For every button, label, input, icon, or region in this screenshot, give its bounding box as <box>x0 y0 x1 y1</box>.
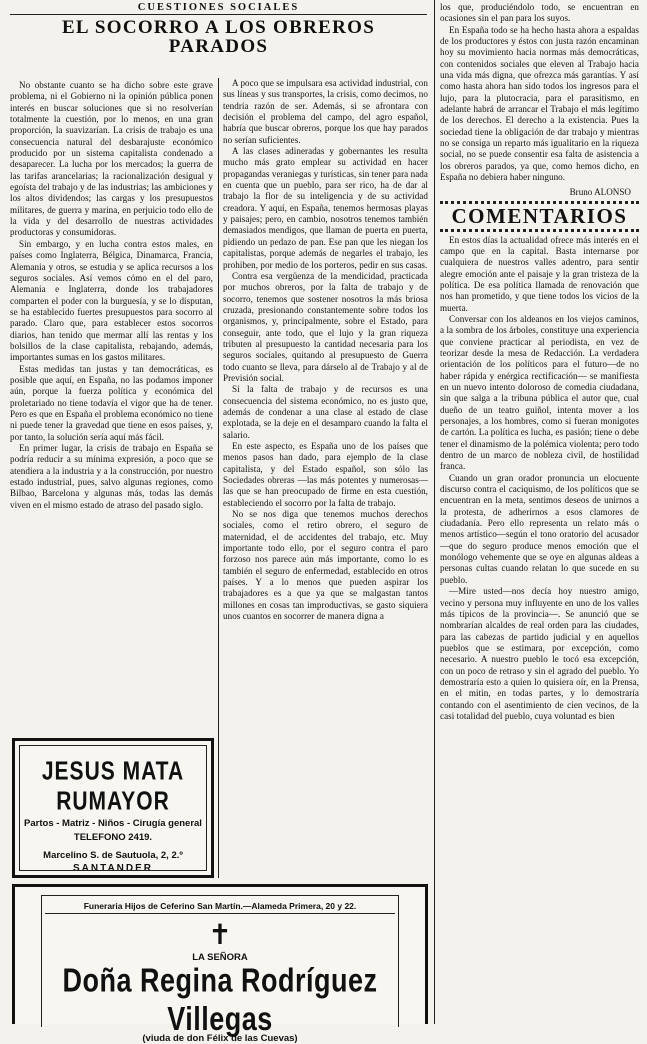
article-paragraph: En este aspecto, es España uno de los países que menos pasos han dado, para ejemplo de la clase capitalista, y del Estado español, son sólo las Sociedades obreras —las más potentes y numerosas— las que se han preocupado de firme en esta cuestión, estableciendo el socorro por la falta de trabajo. <box>223 441 428 508</box>
article-paragraph: Si la falta de trabajo y de recursos es una consecuencia del sistema económico, no es justo que, además de condenar a una clase al estado de clase explotada, se la deje en el desamparo cuando la falta el salario. <box>223 384 428 440</box>
article-paragraph: No se nos diga que tenemos muchos derechos sociales, como el retiro obrero, el seguro de maternidad, el de accidentes del trabajo, etc. Muy importante todo ello, por el seguro contra el paro forzoso nos parece aún más importante, como lo es también el seguro de enfermedad, establecido en otros países. Y a lo menos que pueden aspirar los trabajadores es a que ya que se malgastan tantos millones en cosas tan improductivas, se gasto siquiera unos cuantos en socorrer de manera digna a <box>223 509 428 622</box>
article-paragraph: Estas medidas tan justas y tan democráticas, es posible que aquí, en España, no las podamos imponer aún, porque la fuerza política y económica del proletariado no tiene todavía el vigor que ha de tener. Pero es que en España el problema económico no tiene ni puede tener la gravedad que tiene en esos países, y, por tanto, la solución sería aquí más fácil. <box>10 363 213 442</box>
funeral-notice <box>12 884 428 1044</box>
advertisement-doctor <box>12 738 214 878</box>
column-divider <box>218 78 219 878</box>
article-paragraph: A poco que se impulsara esa actividad industrial, con sus líneas y sus transportes, la crisis, como decimos, no tendría razón de ser. Además, si se afrontara con decisión el problema del campo, del agro español, habría que buscar obreros, porque los que hay parados no serían suficientes. <box>223 78 428 145</box>
article-paragraph: Conversar con los aldeanos en los viejos caminos, a la sombra de los árboles, constituye una experiencia que conviene practicar al periodista, en vez de teorizar desde la mesa de Redacción. La verdadera orientación de los políticos para el futuro—de no haber rápida y enérgica rectificación— se manifiesta en un nuevo intento doloroso de comedia ciudadana, sin que salga a la tribuna pública el autor que, cual dueño de un teatro guiñol, intenta mover a los personajes, a los hombres, como si fueran monigotes de cartón. La política es lucha, es pasión; tiene o debe tener el dinamismo de la polémica violenta; pero todo dentro de un marco de nobleza civil, de hostilidad franca. <box>440 313 639 472</box>
ad-city: SANTANDER <box>72 863 154 874</box>
column-1 <box>10 80 213 735</box>
article-paragraph: —Mire usted—nos decía hoy nuestro amigo, vecino y persona muy influyente en uno de los valles más típicos de la provincia—. Se anunció que se nombrarían alcaldes de real orden para las ciudades, para las cabezas de partido judicial y en aquellos pueblos que se estimara, por excepción, como necesario. A nuestro pueblo le tocó esa excepción, con un poco de retraso y sin el agrado del pueblo. Yo demostraría esto a quien lo quisiera oír, en la Prensa, en el mitin, en todas partes, y lo demostraría contando con el asentimiento de cien vecinos, de la casi totalidad del pueblo, cuya voluntad es bien <box>440 586 639 721</box>
deceased-subtitle: (viuda de don Félix de las Cuevas) <box>142 1033 298 1044</box>
deceased-name: Doña Regina Rodríguez Villegas <box>62 961 378 1038</box>
column-divider <box>434 0 435 1024</box>
column-2 <box>223 78 428 878</box>
article-paragraph: Contra esa vergüenza de la mendicidad, practicada por muchos obreros, por la falta de trabajo y de socorro, tenemos que sostener nosotros la más briosa cruzada, presionando constantemente sobre todos los organismos, y, principalmente, sobre el Estado, para conseguir, ante todo, que el lujo y la gran riqueza tributen al presupuesto la cantidad necesaria para los seguros sociales, quitando al presupuesto de Guerra todo cuanto se lleva, para dárselo al de Trabajo y al de Previsión social. <box>223 270 428 383</box>
headline: EL SOCORRO A LOS OBREROS PARADOS <box>61 17 376 57</box>
ad-address: Marcelino S. de Sautuola, 2, 2.º <box>43 850 183 861</box>
funeral-home-header: Funeraria Hijos de Ceferino San Martín.—Alameda Primera, 20 y 22. <box>45 897 395 914</box>
comentarios-title: COMENTARIOS <box>451 203 628 228</box>
ad-telephone: TELEFONO 2419. <box>73 832 153 843</box>
article-paragraph: A las clases adineradas y gobernantes les resulta mucho más grato emplear su actividad en hacer propagandas veraniegas y turísticas, sin tener para nada en cuenta que un pueblo, para ser rico, ha de dar al trabajo la flor de su inteligencia y de su actividad creadora. Y aquí, en España, tenemos hermosas playas y paisajes; pero, en cambio, nosotros tenemos también demasiados mendigos, que llaman de puerta en puerta, pidiendo un pedazo de pan. Ese pan que les niegan los capitalistas, porque además de negarles el trabajo, les prohiben, por medio de los porteros, pedir en sus casas. <box>223 146 428 270</box>
article-paragraph: los que, produciéndolo todo, se encuentran en ocasiones sin el pan para los suyos. <box>440 2 639 24</box>
cross-icon: ✝ <box>208 920 232 951</box>
ad-specialties: Partos - Matriz - Niños - Cirugía general <box>24 818 202 829</box>
funeral-label: LA SEÑORA <box>192 952 248 963</box>
article-paragraph: En España todo se ha hecho hasta ahora a espaldas de los productores y éstos con justa razón encaminan hoy su movimiento hacia normas más democráticas, con contenidos sociales que eleven al Trabajo hacia una vida más digna, que ofrezca más garantías. Y así como hasta ahora han sido todos los ingresos para el lujo, para la plutocracia, para el parasitismo, en adelante habrá de arrancar el Trabajo el más legítimo de los derechos. El derecho a la existencia. Pues la sociedad tiene la obligación de dar trabajo y mientras no se consiga un reparto más igualitario en la riqueza social, no se puede consentir esa falta de asistencia a los obreros parados, ya que, como hemos dicho, en España no debiera haber ninguno. <box>440 24 639 183</box>
article-paragraph: En estos días la actualidad ofrece más interés en el campo que en la capital. Basta internarse por cualquiera de nuestros valles adentro, para sentir alegre emoción ante el paisaje y la gran tristeza de la política. De esa política llamada de renovación que nos han prometido, y que tiene todos los vicios de la muerta. <box>440 234 639 313</box>
dotted-divider <box>440 229 639 232</box>
article-paragraph: No obstante cuanto se ha dicho sobre este grave problema, ni el Gobierno ni la opinión pública ponen interés en buscar soluciones que si no resolverían totalmente la cuestión, por lo menos, en una gran proporción, la suavizarían. La crisis de trabajo es una consecuencia natural del desbarajuste económico producido por un sistema capitalista condenado a desaparecer. La lucha por los mercados; la guerra de las tarifas arancelarias; la racionalización desigual y egoísta del trabajo y de las industrias; las ambiciones y los altos dividendos; las cargas y los presupuestos militares, de guerra y marina, en perjuicio todo ello de la vida y del desarrollo de nuestras actividades productoras y consumidoras. <box>10 80 213 238</box>
author-signature: Bruno ALONSO <box>569 186 631 197</box>
article-paragraph: Cuando un gran orador pronuncia un elocuente discurso contra el caciquismo, de los políticos que se encuentran en la meta, sentimos deseos de unirnos a la protesta, de adherirnos a esos clamores de ciudadanía. Pero ello representa un relato más o menos artístico—según el tono oratorio del acusador—que do seguro produce menos emoción que el monólogo vehemente que se oye en algunas aldeas a personas cultas cuando relatan lo que sucede en su pueblo. <box>440 472 639 585</box>
ad-doctor-name: JESUS MATA RUMAYOR <box>41 757 185 816</box>
article-paragraph: Sin embargo, y en lucha contra estos males, en países como Inglaterra, Bélgica, Dinamarca, Francia, Alemania y otros, se estudia y se aplica recursos a los seguros sociales. Así vemos cómo en el del paro, Alemania e Inglaterra, donde los trabajadores comparten el poder con la burguesía, y se lo disputan, se ha establecido fuertes presupuestos para socorro al parado. Claro que, para establecer estos socorros diarios, han tenido que mermar allí las rentas y los bolsillos de la clase capitalista, rebajando, además, importantes sumas en los gastos militares. <box>10 238 213 363</box>
section-label: CUESTIONES SOCIALES <box>10 2 427 15</box>
column-3 <box>440 2 639 1022</box>
article-paragraph: En primer lugar, la crisis de trabajo en España se podría reducir a su mínima expresión, a poco que se atendiera a la industria y a la construcción, por nuestro estado industrial, pues, salvo algunas regiones, como Bilbao, Barcelona y algunas más, todas las demás viven en el mismo estado de atraso del pasado siglo. <box>10 443 213 510</box>
